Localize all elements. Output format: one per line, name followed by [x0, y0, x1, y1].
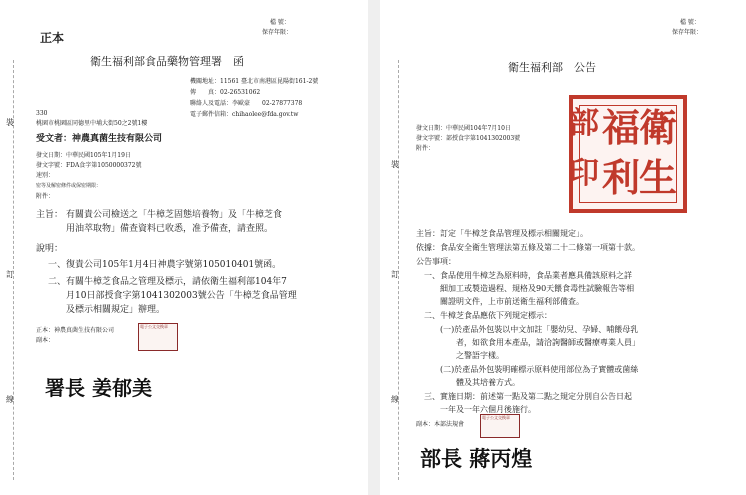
- seal-char: 衛: [639, 105, 678, 150]
- exchange-stamp-text: 電子公文交換章: [482, 415, 510, 420]
- cc-original: 正本：神農真菌生技有限公司: [36, 327, 115, 334]
- explanation-item-2-line-3: 及標示相關規定」辦理。: [66, 305, 166, 315]
- postal-code: 330: [36, 110, 48, 117]
- original-copy-label: 正本: [40, 31, 65, 45]
- document-mohw-announcement: [380, 0, 746, 495]
- recipient: 受文者：神農真菌生技有限公司: [36, 134, 163, 144]
- minister-signature: 部長 蔣丙煌: [420, 446, 533, 471]
- file-number-label: 檔 號：: [680, 19, 700, 26]
- director-signature: 署長 姜郁美: [45, 376, 152, 400]
- subject-line-1: 有關貴公司檢送之「牛樟芝固態培養物」及「牛樟芝食: [66, 210, 283, 220]
- notice-item-2-1-line-3: 之警語字樣。: [456, 351, 504, 360]
- agency-email: 電子郵件信箱：chihaolee@fda.gov.tw: [190, 111, 299, 118]
- agency-fax: 傳 真：02-26531062: [190, 89, 261, 96]
- binding-mark-bottom: 線: [6, 395, 14, 404]
- notice-item-3-line-1: 三、實施日期：前述第一點及第二點之規定分別自公告日起: [424, 392, 632, 401]
- attachment-field: 附件：: [36, 193, 55, 200]
- recipient-address: 桃園市桃園區同德里中埔大街50之2號1樓: [36, 120, 148, 127]
- notice-label: 公告事項：: [416, 257, 456, 266]
- notice-item-1-line-2: 細加工或製造過程、規格及90天餵食毒性試驗報告等相: [440, 284, 635, 293]
- seal-char: 福: [602, 105, 641, 150]
- notice-item-2-1-line-2: 者，如欲食用本產品，請洽詢醫師或醫療專業人員」: [456, 338, 640, 347]
- exchange-stamp: [480, 414, 520, 438]
- seal-char: 部: [569, 106, 599, 141]
- exchange-stamp-text: 電子公文交換章: [140, 324, 168, 329]
- issue-number: 發文字號：FDA食字第1050000372號: [36, 162, 142, 169]
- notice-item-2-2-line-2: 體及其培養方式。: [456, 378, 520, 387]
- retention-period-label: 保存年限：: [672, 29, 703, 36]
- official-seal: [569, 95, 687, 213]
- notice-item-2: 二、牛樟芝食品應依下列規定標示：: [424, 311, 552, 320]
- attachment-field: 附件：: [416, 145, 435, 152]
- issue-date: 發文日期：中華民國104年7月10日: [416, 125, 511, 132]
- cc-copy: 副本：: [36, 337, 55, 344]
- binding-mark-bottom: 線: [391, 395, 399, 404]
- notice-item-2-2-line-1: (二)於產品外包裝明確標示原料使用部位為子實體或菌絲: [440, 365, 639, 374]
- issue-number: 發文字號：部授食字第1041302003號: [416, 135, 521, 142]
- document-fda-letter: [0, 0, 368, 495]
- issue-date: 發文日期：中華民國105年1月19日: [36, 152, 131, 159]
- explanation-item-2-line-1: 二、有關牛樟芝食品之管理及標示，請依衛生福利部104年7: [48, 277, 287, 287]
- seal-char: 生: [639, 155, 678, 200]
- subject-line-2: 用油萃取物」備查資料已收悉，准予備查，請查照。: [66, 224, 274, 234]
- page-gap: [368, 0, 380, 495]
- agency-address: 機關地址：11561 臺北市南港區昆陽街161-2號: [190, 78, 319, 85]
- retention-period-label: 保存年限：: [262, 29, 293, 36]
- exchange-stamp: [138, 323, 178, 351]
- agency-contact: 聯絡人及電話：李歐豪 02-27877378: [190, 100, 303, 107]
- binding-mark-top: 裝: [6, 118, 14, 127]
- subject-label: 主旨：: [36, 210, 64, 220]
- file-number-label: 檔 號：: [270, 19, 290, 26]
- agency-title: 衛生福利部 公告: [508, 61, 596, 74]
- explanation-item-2-line-2: 月10日部授食字第1041302003號公告「牛樟芝食品管理: [66, 291, 297, 301]
- explanation-label: 說明：: [36, 244, 64, 254]
- legal-basis: 依據：食品安全衛生管理法第五條及第二十二條第一項第十款。: [416, 243, 640, 252]
- agency-title: 衛生福利部食品藥物管理署 函: [90, 55, 244, 68]
- notice-item-1-line-1: 一、食品使用牛樟芝為原料時，食品業者應具備該原料之詳: [424, 271, 632, 280]
- explanation-item-1: 一、復貴公司105年1月4日神農字號第105010401號函。: [48, 260, 282, 270]
- binding-mark-mid: 訂: [391, 270, 399, 279]
- notice-item-1-line-3: 關證明文件，上市前送衛生福利部備查。: [440, 297, 584, 306]
- subject: 主旨：訂定「牛樟芝食品管理及標示相關規定」。: [416, 229, 588, 238]
- binding-mark-top: 裝: [391, 160, 399, 169]
- binding-mark-mid: 訂: [6, 270, 14, 279]
- speed-field: 速別：: [36, 172, 55, 179]
- seal-char: 印: [569, 156, 599, 191]
- secrecy-field: 密等及解密條件或保密期限：: [36, 183, 102, 189]
- seal-char: 利: [602, 155, 641, 200]
- cc-copy: 副本：本部法規會: [416, 421, 465, 428]
- notice-item-2-1-line-1: (一)於產品外包裝以中文加註「嬰幼兒、孕婦、哺餵母乳: [440, 325, 639, 334]
- notice-item-3-line-2: 一年及一年六個月後施行。: [440, 405, 536, 414]
